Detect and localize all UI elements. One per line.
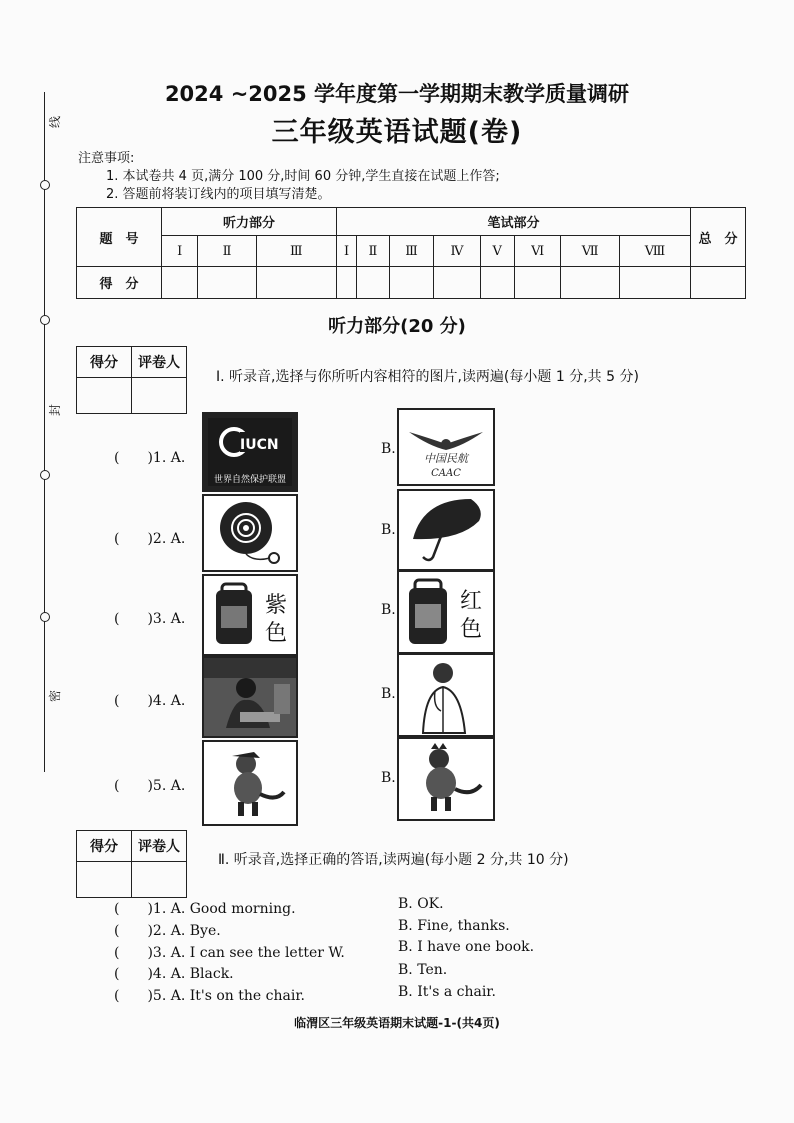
grader-name-cell[interactable] <box>132 378 187 414</box>
option-b-label: B. <box>381 770 396 786</box>
score-cell[interactable] <box>434 267 480 299</box>
col-writing-6: Ⅵ <box>514 236 560 267</box>
question-number: ( )3. A. <box>114 611 186 627</box>
col-writing-4: Ⅳ <box>434 236 480 267</box>
iucn-logo-caption: 世界自然保护联盟 <box>213 475 287 485</box>
col-listening-3: Ⅲ <box>256 236 336 267</box>
col-listening-1: Ⅰ <box>162 236 198 267</box>
col-writing-7: Ⅶ <box>561 236 620 267</box>
schoolbag-icon <box>204 576 296 654</box>
part2-option-b: B. Ten. <box>398 962 448 978</box>
caac-logo-icon <box>399 410 493 484</box>
part2-question-a: ( )4. A. Black. <box>114 966 234 982</box>
part2-question-a: ( )2. A. Bye. <box>114 923 221 939</box>
part2-question-a: ( )5. A. It's on the chair. <box>114 988 305 1004</box>
cartoon-dinosaur-icon <box>204 742 296 824</box>
grader-score-cell[interactable] <box>77 378 132 414</box>
image-option-a <box>202 656 298 738</box>
total-label: 总 分 <box>691 208 746 267</box>
page-footer: 临渭区三年级英语期末试题-1-(共4页) <box>294 1016 500 1030</box>
exam-title: 2024 ~2025 学年度第一学期期末教学质量调研 <box>164 82 630 106</box>
caac-logo-en: CAAC <box>431 468 461 479</box>
binding-hole <box>40 180 50 190</box>
notes <box>78 150 500 204</box>
yoyo-icon <box>204 496 296 570</box>
grader-score-label: 得分 <box>77 347 132 378</box>
schoolbag-color-char: 色 <box>459 617 483 642</box>
image-option-a <box>202 412 298 492</box>
score-cell[interactable] <box>514 267 560 299</box>
grader-box <box>76 830 187 898</box>
part2-question-a: ( )3. A. I can see the letter W. <box>114 945 345 961</box>
question-number: ( )2. A. <box>114 531 186 547</box>
notes-heading: 注意事项: <box>78 151 135 166</box>
score-cell[interactable] <box>357 267 389 299</box>
group-writing: 笔试部分 <box>336 208 690 236</box>
score-table <box>76 207 746 299</box>
score-cell[interactable] <box>336 267 356 299</box>
exam-subtitle: 三年级英语试题(卷) <box>271 117 523 148</box>
cartoon-dinosaur-icon <box>399 739 493 819</box>
group-listening: 听力部分 <box>162 208 337 236</box>
row-label-score: 得 分 <box>77 267 162 299</box>
binding-hole <box>40 470 50 480</box>
image-option-a <box>202 574 298 656</box>
notes-item: 2. 答题前将装订线内的项目填写清楚。 <box>106 187 331 202</box>
binding-char: 密 <box>48 689 62 702</box>
col-listening-2: Ⅱ <box>198 236 256 267</box>
iucn-logo-icon <box>204 414 296 490</box>
total-score-cell[interactable] <box>691 267 746 299</box>
worker-photo-icon <box>204 658 296 736</box>
notes-item: 1. 本试卷共 4 页,满分 100 分,时间 60 分钟,学生直接在试题上作答; <box>106 169 500 184</box>
schoolbag-color-char: 红 <box>459 589 483 614</box>
part2-option-b: B. It's a chair. <box>398 984 496 1000</box>
part2-option-b: B. I have one book. <box>398 939 535 955</box>
image-option-b <box>397 489 495 571</box>
image-option-b <box>397 737 495 821</box>
grader-score-label: 得分 <box>77 831 132 862</box>
col-writing-1: Ⅰ <box>336 236 356 267</box>
score-cell[interactable] <box>256 267 336 299</box>
question-number: ( )1. A. <box>114 450 186 466</box>
grader-box <box>76 346 187 414</box>
col-writing-3: Ⅲ <box>389 236 434 267</box>
part2-question-a: ( )1. A. Good morning. <box>114 901 296 917</box>
image-option-b <box>397 408 495 486</box>
image-option-b <box>397 653 495 737</box>
row-label-number: 题 号 <box>77 208 162 267</box>
schoolbag-color-char: 色 <box>264 621 288 646</box>
binding-hole <box>40 612 50 622</box>
score-cell[interactable] <box>620 267 691 299</box>
score-cell[interactable] <box>162 267 198 299</box>
score-cell[interactable] <box>198 267 256 299</box>
caac-logo-cn: 中国民航 <box>424 452 468 465</box>
grader-name-cell[interactable] <box>132 862 187 898</box>
image-option-a <box>202 740 298 826</box>
schoolbag-color-char: 紫 <box>264 593 288 618</box>
score-cell[interactable] <box>389 267 434 299</box>
part2-option-b: B. Fine, thanks. <box>398 918 510 934</box>
image-option-b <box>397 570 495 654</box>
option-b-label: B. <box>381 602 396 618</box>
grader-score-cell[interactable] <box>77 862 132 898</box>
image-option-a <box>202 494 298 572</box>
col-writing-2: Ⅱ <box>357 236 389 267</box>
col-writing-8: Ⅷ <box>620 236 691 267</box>
umbrella-icon <box>399 491 493 569</box>
grader-name-label: 评卷人 <box>132 831 187 862</box>
doctor-icon <box>399 655 493 735</box>
part2-instruction: Ⅱ. 听录音,选择正确的答语,读两遍(每小题 2 分,共 10 分) <box>218 852 569 868</box>
option-b-label: B. <box>381 686 396 702</box>
option-b-label: B. <box>381 522 396 538</box>
binding-char: 封 <box>48 403 62 416</box>
section-title: 听力部分(20 分) <box>328 316 466 337</box>
question-number: ( )4. A. <box>114 693 186 709</box>
score-cell[interactable] <box>480 267 514 299</box>
question-number: ( )5. A. <box>114 778 186 794</box>
schoolbag-icon <box>399 572 493 652</box>
binding-line <box>44 92 45 772</box>
grader-name-label: 评卷人 <box>132 347 187 378</box>
iucn-logo-text: IUCN <box>240 437 279 453</box>
score-cell[interactable] <box>561 267 620 299</box>
part1-instruction: Ⅰ. 听录音,选择与你所听内容相符的图片,读两遍(每小题 1 分,共 5 分) <box>216 369 639 385</box>
part2-option-b: B. OK. <box>398 896 444 912</box>
option-b-label: B. <box>381 441 396 457</box>
binding-char: 线 <box>48 115 62 128</box>
col-writing-5: Ⅴ <box>480 236 514 267</box>
